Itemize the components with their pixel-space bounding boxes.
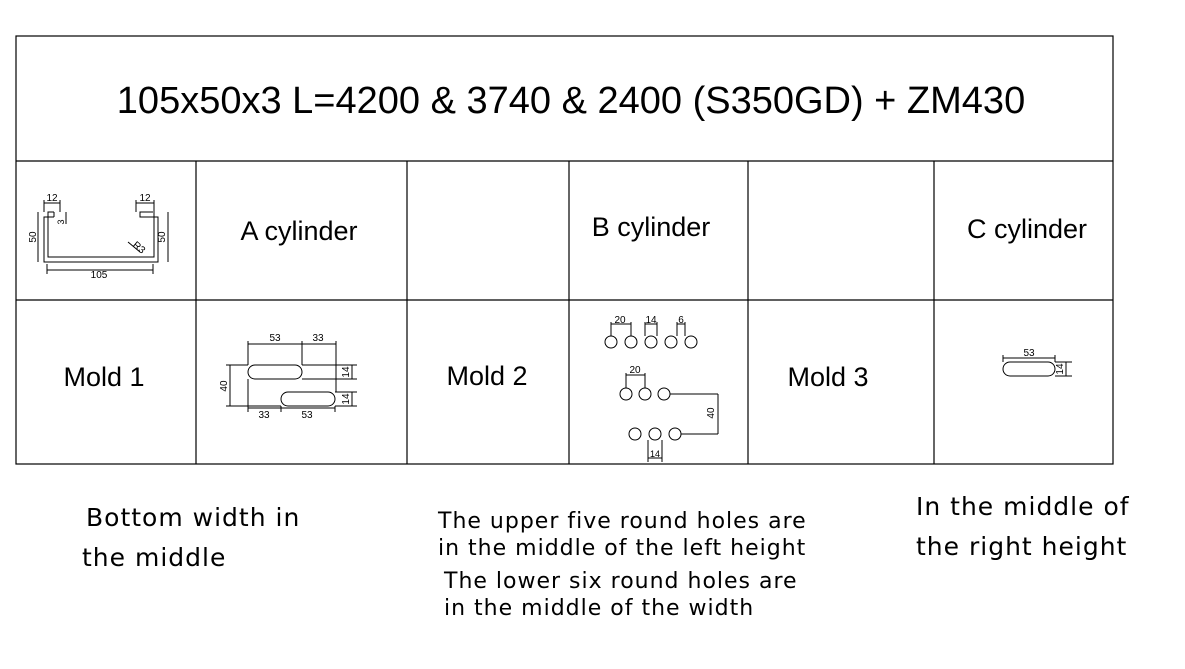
mold-1-slot-width-lower-dim: 14 [341,393,352,405]
note-mold-3-line-2: the right height [916,532,1128,561]
mold-2-label: Mold 2 [446,361,528,391]
note-mold-1-line-1: Bottom width in [86,503,301,532]
profile-lip-left-dim: 12 [46,193,58,204]
profile-thickness-dim: 3 [56,219,66,225]
mold-2-bottom-pitch-dim: 14 [649,449,661,459]
profile-radius-dim: R3 [130,239,148,257]
mold-2-height-dim: 40 [706,407,717,419]
a-cylinder-label: A cylinder [240,216,358,246]
mold-1-label: Mold 1 [63,362,145,392]
profile-height-right-dim: 50 [157,231,168,243]
profile-height-left-dim: 50 [28,231,39,243]
note-mold-3 [916,494,1130,559]
note-mold-2-upper [438,511,807,560]
note-mold-3-line-1: In the middle of [916,492,1130,521]
mold-3-label: Mold 3 [787,362,869,392]
profile-title: 105x50x3 L=4200 & 3740 & 2400 (S350GD) + ZM430 [116,80,1026,122]
note-mold-2-upper-line-1: The upper five round holes are [438,509,807,534]
c-channel-profile-drawing [28,193,168,281]
mold-1-top-len-dim: 53 [269,333,281,344]
profile-bottom-width-dim: 105 [90,270,108,281]
note-mold-2-lower [444,571,798,620]
mold-3-slot-width-dim: 14 [1055,363,1066,375]
mold-1-slot-drawing [219,333,357,421]
mold-1-top-offset-dim: 33 [312,333,324,344]
mold-1-bottom-offset-dim: 33 [258,410,270,421]
note-mold-2-lower-line-1: The lower six round holes are [444,569,798,594]
mold-2-pitch-1-dim: 20 [614,315,626,326]
c-cylinder-label: C cylinder [966,214,1088,244]
note-mold-1 [82,505,300,570]
mold-2-pitch-3-dim: 6 [678,315,684,326]
mold-2-holes-drawing [605,315,718,462]
note-mold-1-line-2: the middle [82,543,227,572]
note-mold-2-upper-line-2: in the middle of the left height [438,536,807,561]
mold-1-bottom-len-dim: 53 [301,410,313,421]
mold-2-pitch-2-dim: 14 [645,315,657,326]
b-cylinder-label: B cylinder [591,212,711,242]
note-mold-2-lower-line-2: in the middle of the width [444,596,755,621]
mold-1-height-dim: 40 [219,380,230,392]
mold-3-slot-length-dim: 53 [1023,348,1035,359]
mold-2-lower-pitch-dim: 20 [629,365,641,376]
mold-3-slot-drawing [1003,348,1072,376]
mold-1-slot-width-upper-dim: 14 [341,366,352,378]
profile-lip-right-dim: 12 [139,193,151,204]
